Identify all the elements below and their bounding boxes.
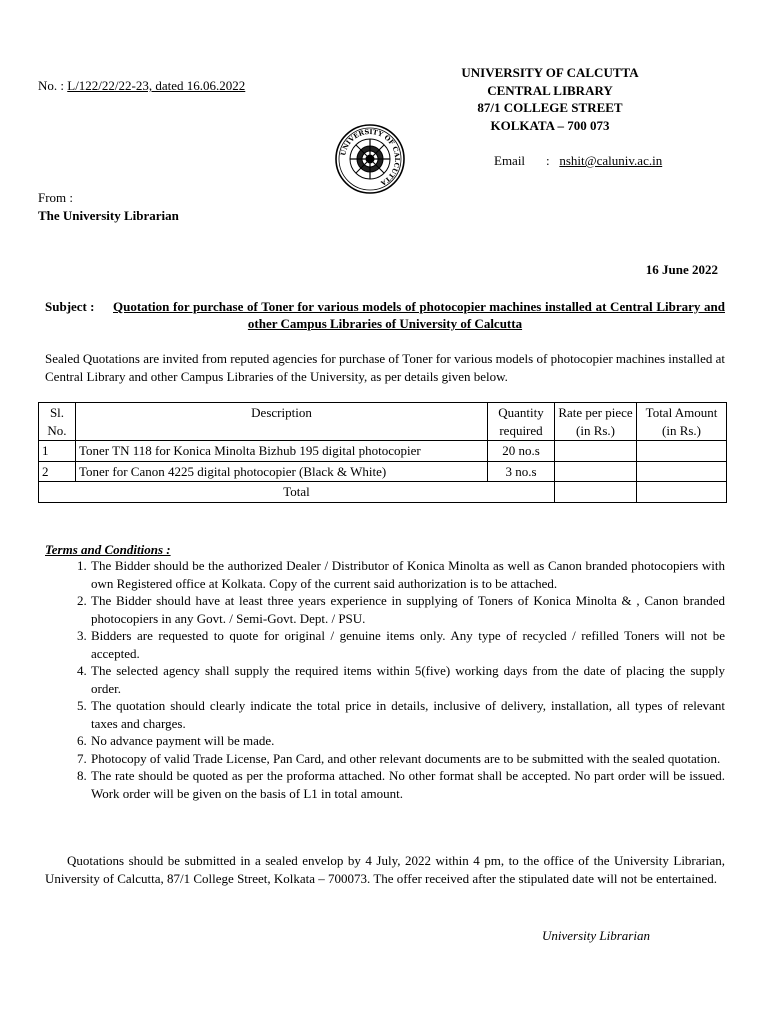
table-total-row	[39, 482, 727, 503]
table-header-row	[39, 403, 727, 441]
cell-description: Toner for Canon 4225 digital photocopier (Black & White)	[76, 461, 488, 482]
reference-value: L/122/22/22-23, dated 16.06.2022	[67, 78, 246, 93]
header-description: Description	[76, 403, 488, 441]
list-item: 2. The Bidder should have at least three years experience in supplying of Toners of Konica Minolta & , Canon branded photocopiers in any Govt. / Semi-Govt. Dept. / PSU.	[90, 592, 725, 627]
letterhead-address	[430, 64, 670, 134]
cell-description: Toner TN 118 for Konica Minolta Bizhub 195 digital photocopier	[76, 441, 488, 462]
terms-list	[45, 557, 725, 802]
cell-rate	[555, 461, 637, 482]
list-item: 5. The quotation should clearly indicate the total price in details, inclusive of delivery, installation, all types of relevant taxes and charges.	[90, 697, 725, 732]
cell-total	[637, 461, 727, 482]
address-line: KOLKATA – 700 073	[490, 117, 610, 133]
header-total: Total Amount (in Rs.)	[637, 403, 727, 441]
address-line: 87/1 COLLEGE STREET	[477, 100, 623, 115]
email-separator: :	[546, 153, 550, 168]
cell-quantity: 20 no.s	[488, 441, 555, 462]
cell-total	[637, 441, 727, 462]
cell-total-rate	[555, 482, 637, 503]
subject-block	[45, 298, 725, 332]
list-item: 8. The rate should be quoted as per the proforma attached. No other format shall be accepted. No part order will be issued. Work order will be given on the basis of L1 in total amount.	[90, 767, 725, 802]
letter-date: 16 June 2022	[645, 262, 718, 277]
email-line	[494, 153, 662, 169]
reference-label: No. :	[38, 78, 68, 93]
closing-paragraph: Quotations should be submitted in a sealed envelop by 4 July, 2022 within 4 pm, to the office of the University Librarian, University of Calcutta, 87/1 College Street, Kolkata – 700073. The offer received after the stipulated date will not be entertained.	[45, 853, 725, 886]
cell-quantity: 3 no.s	[488, 461, 555, 482]
cell-total-amount	[637, 482, 727, 503]
header-sl: Sl. No.	[39, 403, 76, 441]
total-label: Total	[39, 482, 555, 503]
list-item: 1. The Bidder should be the authorized Dealer / Distributor of Konica Minolta as well as Canon branded photocopiers with own Registered office at Kolkata. Copy of the current said authorization is to be attached.	[90, 557, 725, 592]
email-link[interactable]: nshit@caluniv.ac.in	[559, 153, 663, 168]
table-row	[39, 461, 727, 482]
from-label: From :	[38, 190, 74, 205]
university-seal-icon	[334, 123, 406, 195]
signature: University Librarian	[542, 928, 650, 943]
quotation-table	[38, 402, 727, 503]
from-name: The University Librarian	[38, 208, 179, 223]
address-line: CENTRAL LIBRARY	[487, 82, 613, 98]
list-item: 6. No advance payment will be made.	[90, 732, 725, 750]
intro-paragraph: Sealed Quotations are invited from reputed agencies for purchase of Toner for various models of photocopier machines installed at Central Library and other Campus Libraries of the University, as per details given below.	[45, 351, 725, 384]
address-line: UNIVERSITY OF CALCUTTA	[461, 65, 639, 80]
cell-rate	[555, 441, 637, 462]
header-quantity: Quantity required	[488, 403, 555, 441]
subject-text: Quotation for purchase of Toner for various models of photocopier machines installed at Central Library and other Campus Libraries of University of Calcutta	[113, 299, 725, 331]
list-item: 7. Photocopy of valid Trade License, Pan Card, and other relevant documents are to be submitted with the sealed quotation.	[90, 750, 725, 768]
terms-heading: Terms and Conditions :	[45, 542, 171, 557]
seal-text: UNIVERSITY OF CALCUTTA	[339, 127, 402, 188]
from-block	[38, 189, 179, 225]
subject-label: Subject :	[45, 299, 95, 314]
reference-number	[38, 78, 245, 94]
table-row	[39, 441, 727, 462]
list-item: 4. The selected agency shall supply the required items within 5(five) working days from the date of placing the supply order.	[90, 662, 725, 697]
cell-sl: 1	[39, 441, 76, 462]
list-item: 3. Bidders are requested to quote for original / genuine items only. Any type of recycled / refilled Toners will not be accepted.	[90, 627, 725, 662]
email-label: Email	[494, 153, 526, 168]
cell-sl: 2	[39, 461, 76, 482]
header-rate: Rate per piece (in Rs.)	[555, 403, 637, 441]
